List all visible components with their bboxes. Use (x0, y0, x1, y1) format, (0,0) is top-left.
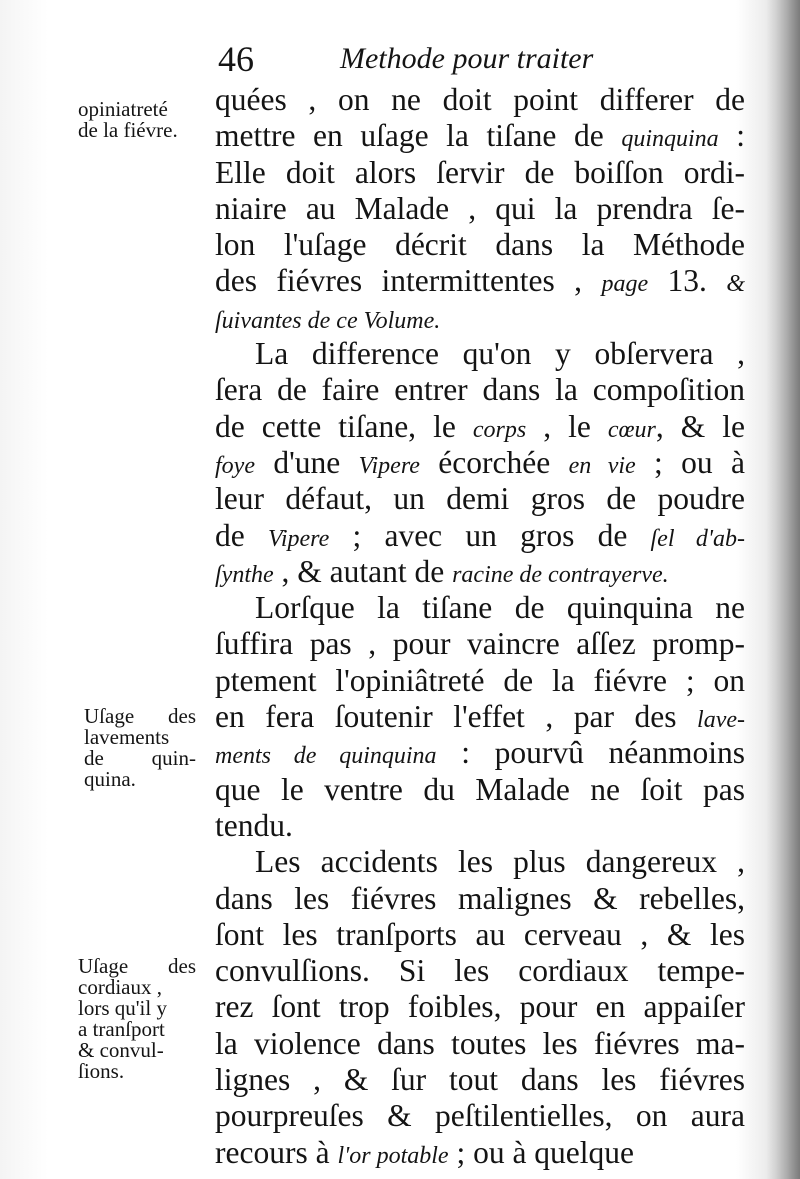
text-segment: rez ſont trop foibles, pour en appaiſer (215, 989, 745, 1025)
margin-note-line: a tranſport (78, 1017, 165, 1041)
italic-term: page (601, 271, 649, 298)
text-segment: niaire au Malade , qui la prendra ſe- (215, 190, 745, 226)
italic-term: l'or potable (337, 1142, 449, 1169)
text-segment: La difference qu'on y obſervera , (255, 336, 745, 372)
margin-note-line: cordiaux , (78, 975, 162, 999)
text-segment: dans les fiévres malignes & rebelles, (215, 880, 745, 916)
italic-term: cœur (607, 416, 656, 443)
text-segment: de cette tiſane, le (215, 408, 473, 444)
text-line (215, 590, 745, 626)
italic-term: ſuivantes de ce Volume. (215, 307, 441, 334)
text-segment: lon l'uſage décrit dans la Méthode (215, 227, 745, 263)
margin-note-line: Uſage des (84, 704, 196, 728)
text-line (215, 735, 745, 771)
text-segment: ſera de faire entrer dans la compoſition (215, 372, 745, 408)
text-line (215, 699, 745, 735)
margin-note-line: & convul- (78, 1038, 164, 1062)
italic-term: ſynthe (215, 561, 274, 588)
text-line (215, 953, 745, 989)
text-segment: Elle doit alors ſervir de boiſſon ordi- (215, 154, 745, 190)
margin-note-line: ſions. (78, 1059, 125, 1083)
text-segment: ptement l'opiniâtreté de la fiévre ; on (215, 662, 745, 698)
text-segment: ſuffira pas , pour vaincre aſſez promp- (215, 626, 745, 662)
text-line (215, 409, 745, 445)
margin-note-line: opiniatreté (78, 97, 168, 121)
text-line (215, 118, 745, 154)
text-segment: la violence dans toutes les fiévres ma- (215, 1025, 745, 1061)
text-segment: : pourvû néanmoins (436, 735, 746, 771)
text-line (215, 445, 745, 481)
text-segment: mettre en uſage la tiſane de (215, 118, 622, 154)
text-segment: écorchée (419, 444, 569, 480)
text-line (215, 554, 745, 590)
text-line (215, 844, 745, 880)
margin-note-cordiaux (78, 956, 196, 1082)
text-line (215, 1135, 745, 1171)
page-gutter-shadow (766, 0, 800, 1179)
text-line (215, 1098, 745, 1134)
text-segment: ; ou à (635, 444, 746, 480)
text-segment: tendu. (215, 807, 293, 843)
margin-note-line: Uſage des (78, 954, 196, 978)
margin-note-line: lors qu'il y (78, 996, 167, 1020)
italic-term: lave- (697, 707, 745, 734)
text-segment: leur défaut, un demi gros de poudre (215, 481, 745, 517)
text-segment: pourpreuſes & peſtilentielles, on aura (215, 1098, 745, 1134)
text-segment: : (718, 118, 745, 154)
text-segment: Les accidents les plus dangereux , (255, 844, 745, 880)
text-segment: ; avec un gros de (329, 517, 651, 553)
italic-term: ments de quinquina (215, 743, 437, 770)
text-line (215, 518, 745, 554)
text-segment: , le (526, 408, 608, 444)
text-segment: des fiévres intermittentes , (215, 263, 602, 299)
text-segment: que le ventre du Malade ne ſoit pas (215, 771, 745, 807)
text-line (215, 881, 745, 917)
text-segment: , & le (655, 408, 745, 444)
text-segment: ; ou à quelque (448, 1134, 635, 1170)
italic-term: Vipere (358, 452, 420, 479)
text-segment: en fera ſoutenir l'effet , par des (215, 699, 698, 735)
italic-term: Vipere (267, 525, 330, 552)
main-text (215, 82, 745, 1171)
text-line (215, 481, 745, 517)
italic-term: racine de contrayerve. (452, 561, 669, 588)
margin-note-line: quina. (84, 767, 136, 791)
text-segment: 13. (648, 263, 727, 299)
text-segment: Lorſque la tiſane de quinquina ne (255, 590, 745, 626)
text-line (215, 808, 745, 844)
running-title: Methode pour traiter (340, 42, 594, 75)
italic-term: & (726, 271, 745, 298)
italic-term: ſel d'ab- (650, 525, 745, 552)
text-line (215, 227, 745, 263)
text-line (215, 917, 745, 953)
text-segment: ſont les tranſports au cerveau , & les (215, 916, 745, 952)
text-line (215, 155, 745, 191)
text-line (215, 300, 745, 336)
page-number: 46 (218, 39, 254, 79)
text-segment: d'une (254, 444, 359, 480)
text-segment: quées , on ne doit point differer de (215, 82, 745, 117)
italic-term: corps (472, 416, 527, 443)
margin-note-lavements (84, 706, 196, 790)
text-line (215, 263, 745, 299)
italic-term: quinquina (621, 126, 719, 153)
text-line (215, 191, 745, 227)
text-line (215, 772, 745, 808)
text-line (215, 626, 745, 662)
italic-term: en vie (568, 452, 636, 479)
margin-note-line: de la fiévre. (78, 118, 178, 142)
text-line (215, 1062, 745, 1098)
text-segment: , & autant de (273, 553, 453, 589)
margin-note-line: de quin- (84, 746, 196, 770)
text-line (215, 989, 745, 1025)
margin-note-line: lavements (84, 725, 170, 749)
margin-note-opiniatrete (78, 99, 208, 141)
text-line (215, 336, 745, 372)
text-line (215, 372, 745, 408)
italic-term: foye (215, 452, 255, 479)
text-segment: lignes , & ſur tout dans les fiévres (215, 1062, 745, 1098)
text-segment: recours à (215, 1134, 338, 1170)
text-line (215, 663, 745, 699)
text-segment: convulſions. Si les cordiaux tempe- (215, 953, 745, 989)
page-header (218, 38, 738, 84)
text-line (215, 82, 745, 118)
text-segment: de (215, 517, 268, 553)
text-line (215, 1026, 745, 1062)
